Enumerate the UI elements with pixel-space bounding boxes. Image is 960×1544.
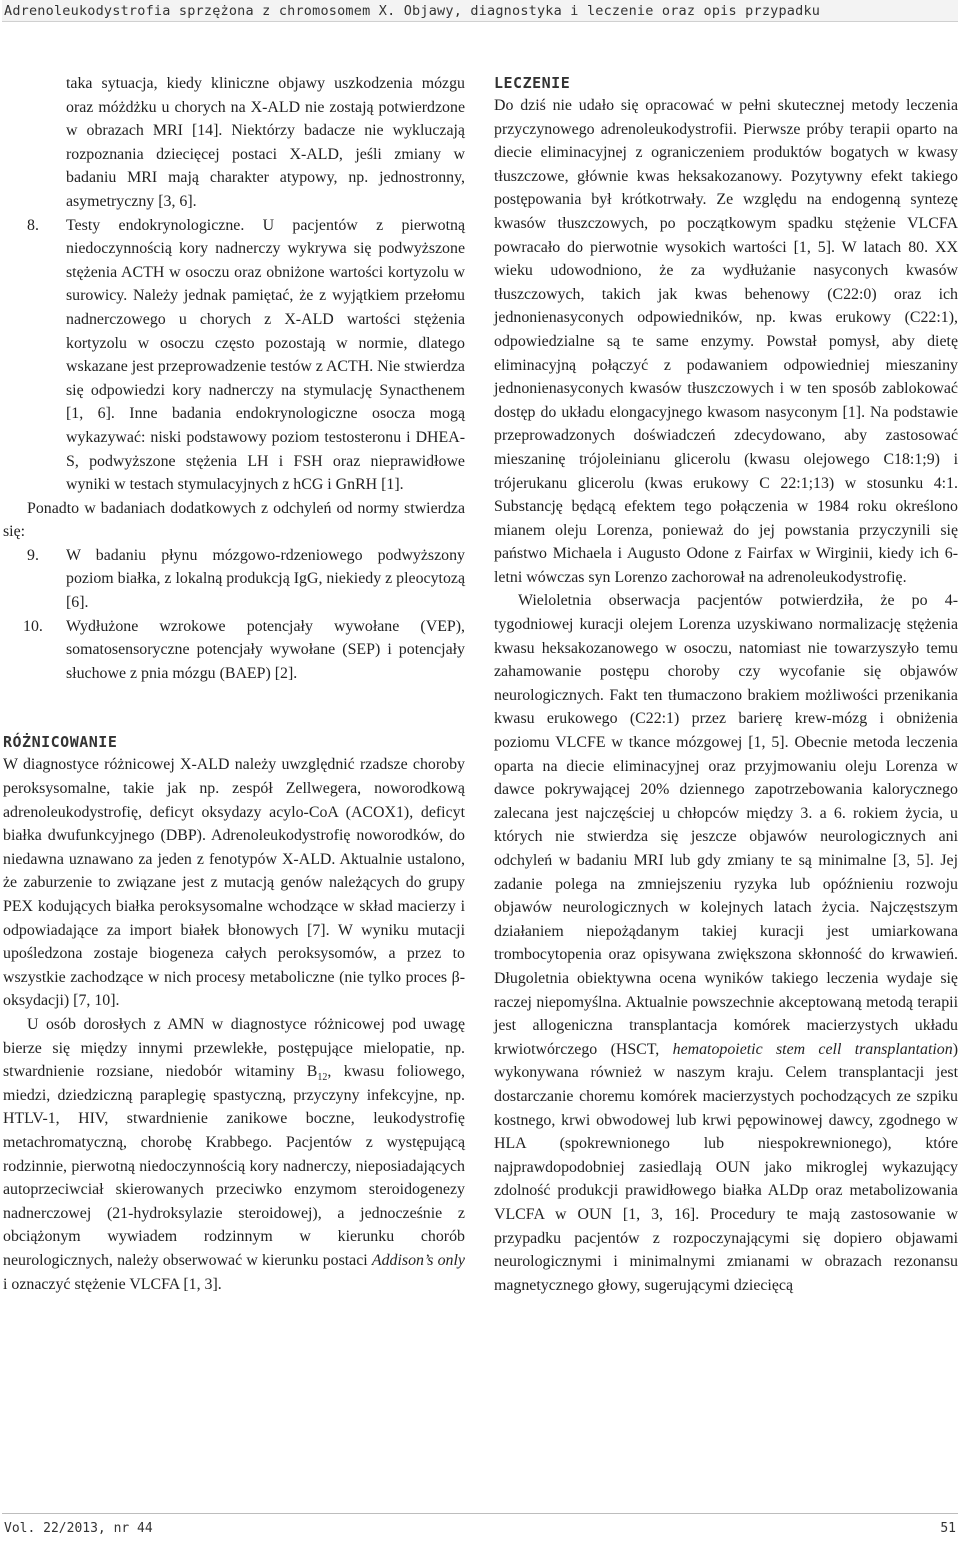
list-item-9 (3, 544, 465, 615)
text-run: ) wykonywana również w naszym kraju. Celem transplantacji jest dostarczanie choremu komórek macierzystych pochodzących ze szpiku kostnego, krwi obwodowej lub krwi pępowinowej dawcy, zgodnego w HLA (spokrewnionego lub niespokrewnionego), które najprawdopodobniej zasiedlają OUN jako mikroglej wykazujący zdolność produkcji prawidłowego białka ALDp oraz metabolizowania VLCFA w OUN [1, 3, 16]. Procedury te mają zastosowanie w przypadku pacjentów z rozpoczynającymi się dopiero objawami neurologicznymi i minimalnymi zmianami w obrazach rezonansu magnetycznego głowy, sugerującymi dziecięcą (494, 1040, 958, 1294)
list-item-8 (3, 214, 465, 497)
list-number: 8. (27, 216, 39, 234)
list-text: W badaniu płynu mózgowo-rdzeniowego podwyższony poziom białka, z lokalną produkcją IgG, niekiedy z pleocytozą [6]. (66, 546, 465, 612)
italic-term: hematopoietic stem cell transplantation (672, 1040, 953, 1058)
paragraph-leczenie-2 (494, 589, 958, 1297)
continued-paragraph: taka sytuacja, kiedy kliniczne objawy uszkodzenia mózgu oraz móżdżku u chorych na X-ALD nie zostają potwierdzone w obrazach MRI [14]. Niektórzy badacze nie wykluczają rozpoznania dziecięcej postaci X-ALD, jeśli zmiany w badaniu MRI mają charakter atypowy, np. jednostronny, asymetryczny [3, 6]. (66, 75, 465, 210)
section-title-roznicowanie: RÓŻNICOWANIE (3, 733, 118, 752)
paragraph-roznicowanie-2 (3, 1013, 465, 1296)
text-run: Wieloletnia obserwacja pacjentów potwierdziła, że po 4-tygodniowej kuracji olejem Lorenza uzyskiwano normalizację stężenia kwasu heksakozanowego w osoczu, natomiast nie towarzyszyło temu zahamowanie postępu choroby czy wycofanie się objawów neurologicznych. Fakt ten tłumaczono brakiem możliwości przenikania kwasu erukowego (C22:1) przez barierę krew-mózg i obniżenia poziomu VLCFE w tkance mózgowej [1, 5]. Obecnie metoda leczenia oparta na diecie eliminacyjnej oraz przyjmowaniu oleju Lorenza w dawce pokrywającej 20% dziennego zapotrzebowania kalorycznego zalecana jest najczęściej u chłopców między 3. a 6. rokiem życia, u których nie stwierdza się jeszcze objawów neurologicznych ani odchyleń w badaniu MRI lub gdy zmiany te są minimalne [3, 5]. Jej zadanie polega na zmniejszeniu ryzyka lub opóźnieniu rozwoju objawów neurologicznych w kolejnych latach życia. Najczęstszym działaniem niepożądanym takiej kuracji jest umiarkowana trombocytopenia oraz opisywana zwiększona skłonność do krwawień. Długoletnia obiektywna ocena wyników takiego leczenia wydaje się raczej niepomyślna. Aktualnie powszechnie akceptowaną metodą terapii jest allogeniczna transplantacja komórek macierzystych układu krwiotwórczego (HSCT, (494, 592, 958, 1058)
right-column (494, 72, 958, 1297)
running-head: Adrenoleukodystrofia sprzężona z chromosomem X. Objawy, diagnostyka i leczenie oraz opis przypadku (2, 0, 958, 22)
volume-info: Vol. 22/2013, nr 44 (4, 1521, 153, 1536)
section-spacer (3, 685, 465, 731)
paragraph-leczenie-1: Do dziś nie udało się opracować w pełni skutecznej metody leczenia przyczynowego adrenoleukodystrofii. Pierwsze próby terapii oparto na diecie eliminacyjnej z ograniczeniem produktów bogatych w kwasy tłuszczowe, głównie kwas heksakozanowy. Pozytywny efekt takiego postępowania był krótkotrwały. Ze względu na endogenną syntezę kwasów tłuszczowych, po początkowym spadku stężenie VLCFA powracało do pierwotnie wysokich wartości [1, 5]. W latach 80. XX wieku udowodniono, że za wydłużanie nasyconych kwasów tłuszczowych, takich jak kwas behenowy (C22:0) oraz ich jednonienasyconych odpowiedników, np. kwas erukowy (C22:1), odpowiedzialne są te same enzymy. Powstał pomysł, aby dietę eliminacyjną połączyć z podawaniem odpowiedniej mieszaniny jednonienasyconych kwasów tłuszczowych i w ten sposób zablokować dostęp do układu elongacyjnego kwasom nasyconym [1]. Na podstawie przeprowadzonych doświadczeń zdecydowano, aby zastosować mieszaninę trójoleinianu glicerolu (kwasu olejowego C18:1;9) i trójerukanu glicerolu (kwas erukowy C 22:1;13) w stosunku 4:1. Substancję będącą efektem tego połączenia w 1984 roku określono mianem oleju Lorenza, ponieważ do jej powstania przyczynili się państwo Michaela i Augusto Odone z Fairfax w Wirginii, kiedy ich 6-letni wówczas syn Lorenzo zachorował na adrenoleukodystrofię. (494, 97, 958, 586)
left-column (3, 72, 465, 1296)
section-title-leczenie: LECZENIE (494, 74, 571, 92)
subscript: 12 (317, 1072, 328, 1084)
list-text: Testy endokrynologiczne. U pacjentów z pierwotną niedoczynnością kory nadnerczy wykrywa się podwyższone stężenia ACTH w osoczu oraz obniżone wartości kortyzolu w surowicy. Należy jednak pamiętać, że z wyjątkiem przełomu nadnerczowego u chorych z X-ALD wartości stężenia kortyzolu w osoczu często pozostają w normie, dlatego wskazane jest przeprowadzenie testów z ACTH. Nie stwierdza się odpowiedzi kory nadnerczy na stymulację Synacthenem [1, 6]. Inne badania endokrynologiczne osocza mogą wykazywać: niski podstawowy poziom testosteronu i DHEA-S, podwyższone stężenia LH i FSH oraz nieprawidłowe wyniki w testach stymulacyjnych z hCG i GnRH [1]. (66, 216, 465, 494)
paragraph-roznicowanie-1: W diagnostyce różnicowej X-ALD należy uwzględnić rzadsze choroby peroksysomalne, takie jak np. zespół Zellwegera, noworodkową adrenoleukodystrofię, deficyt oksydazy acylo-CoA (ACOX1), deficyt białka dwufunkcyjnego (DBP). Adrenoleukodystrofię noworodków, do niedawna uznawano za jeden z fenotypów X-ALD. Aktualnie ustalono, że zaburzenie to związane jest z mutacją genów należących do grupy PEX kodujących białka peroksysomalne wchodzące w skład macierzy i odpowiadające za import białek błonowych [7]. W wyniku mutacji upośledzona zostaje biogeneza całych peroksysomów, a przez to wszystkie zachodzące w nich procesy metaboliczne (nie tylko proces β-oksydacji) [7, 10]. (3, 756, 465, 1010)
text-run: U osób dorosłych z AMN w diagnostyce różnicowej pod uwagę bierze się między innymi przewlekłe, postępujące mielopatie, np. stwardnienie rozsiane, niedobór witaminy B (3, 1015, 465, 1081)
list-number: 9. (27, 546, 39, 564)
page-number: 51 (940, 1521, 956, 1536)
list-number: 10. (23, 617, 43, 635)
text-run: , kwasu foliowego, miedzi, dziedziczną paraplegię spastyczną, przyczyny infekcyjne, np. HTLV-1, HIV, stwardnienie zanikowe boczne, leukodystrofię metachromatyczną, chorobę Krabbego. Pacjentów z występującą rodzinnie, pierwotną niedoczynnością kory nadnerczy, nieposiadających autoprzeciwciał skierowanych przeciwko enzymom steroidogenezy nadnerczowej (21-hydroksylazie steroidowej), a jednocześnie z obciążonym wywiadem rodzinnym w kierunku chorób neurologicznych, należy obserwować w kierunku postaci (3, 1063, 465, 1269)
paragraph-ponadto: Ponadto w badaniach dodatkowych z odchyleń od normy stwierdza się: (3, 499, 465, 541)
page-footer (2, 1513, 958, 1543)
text-run: i oznaczyć stężenie VLCFA [1, 3]. (3, 1275, 222, 1293)
list-text: Wydłużone wzrokowe potencjały wywołane (VEP), somatosensoryczne potencjały wywołane (SEP) i potencjały słuchowe z pnia mózgu (BAEP) [2]. (66, 617, 465, 682)
italic-term: Addison’s only (371, 1251, 465, 1269)
list-item-10 (3, 615, 465, 686)
